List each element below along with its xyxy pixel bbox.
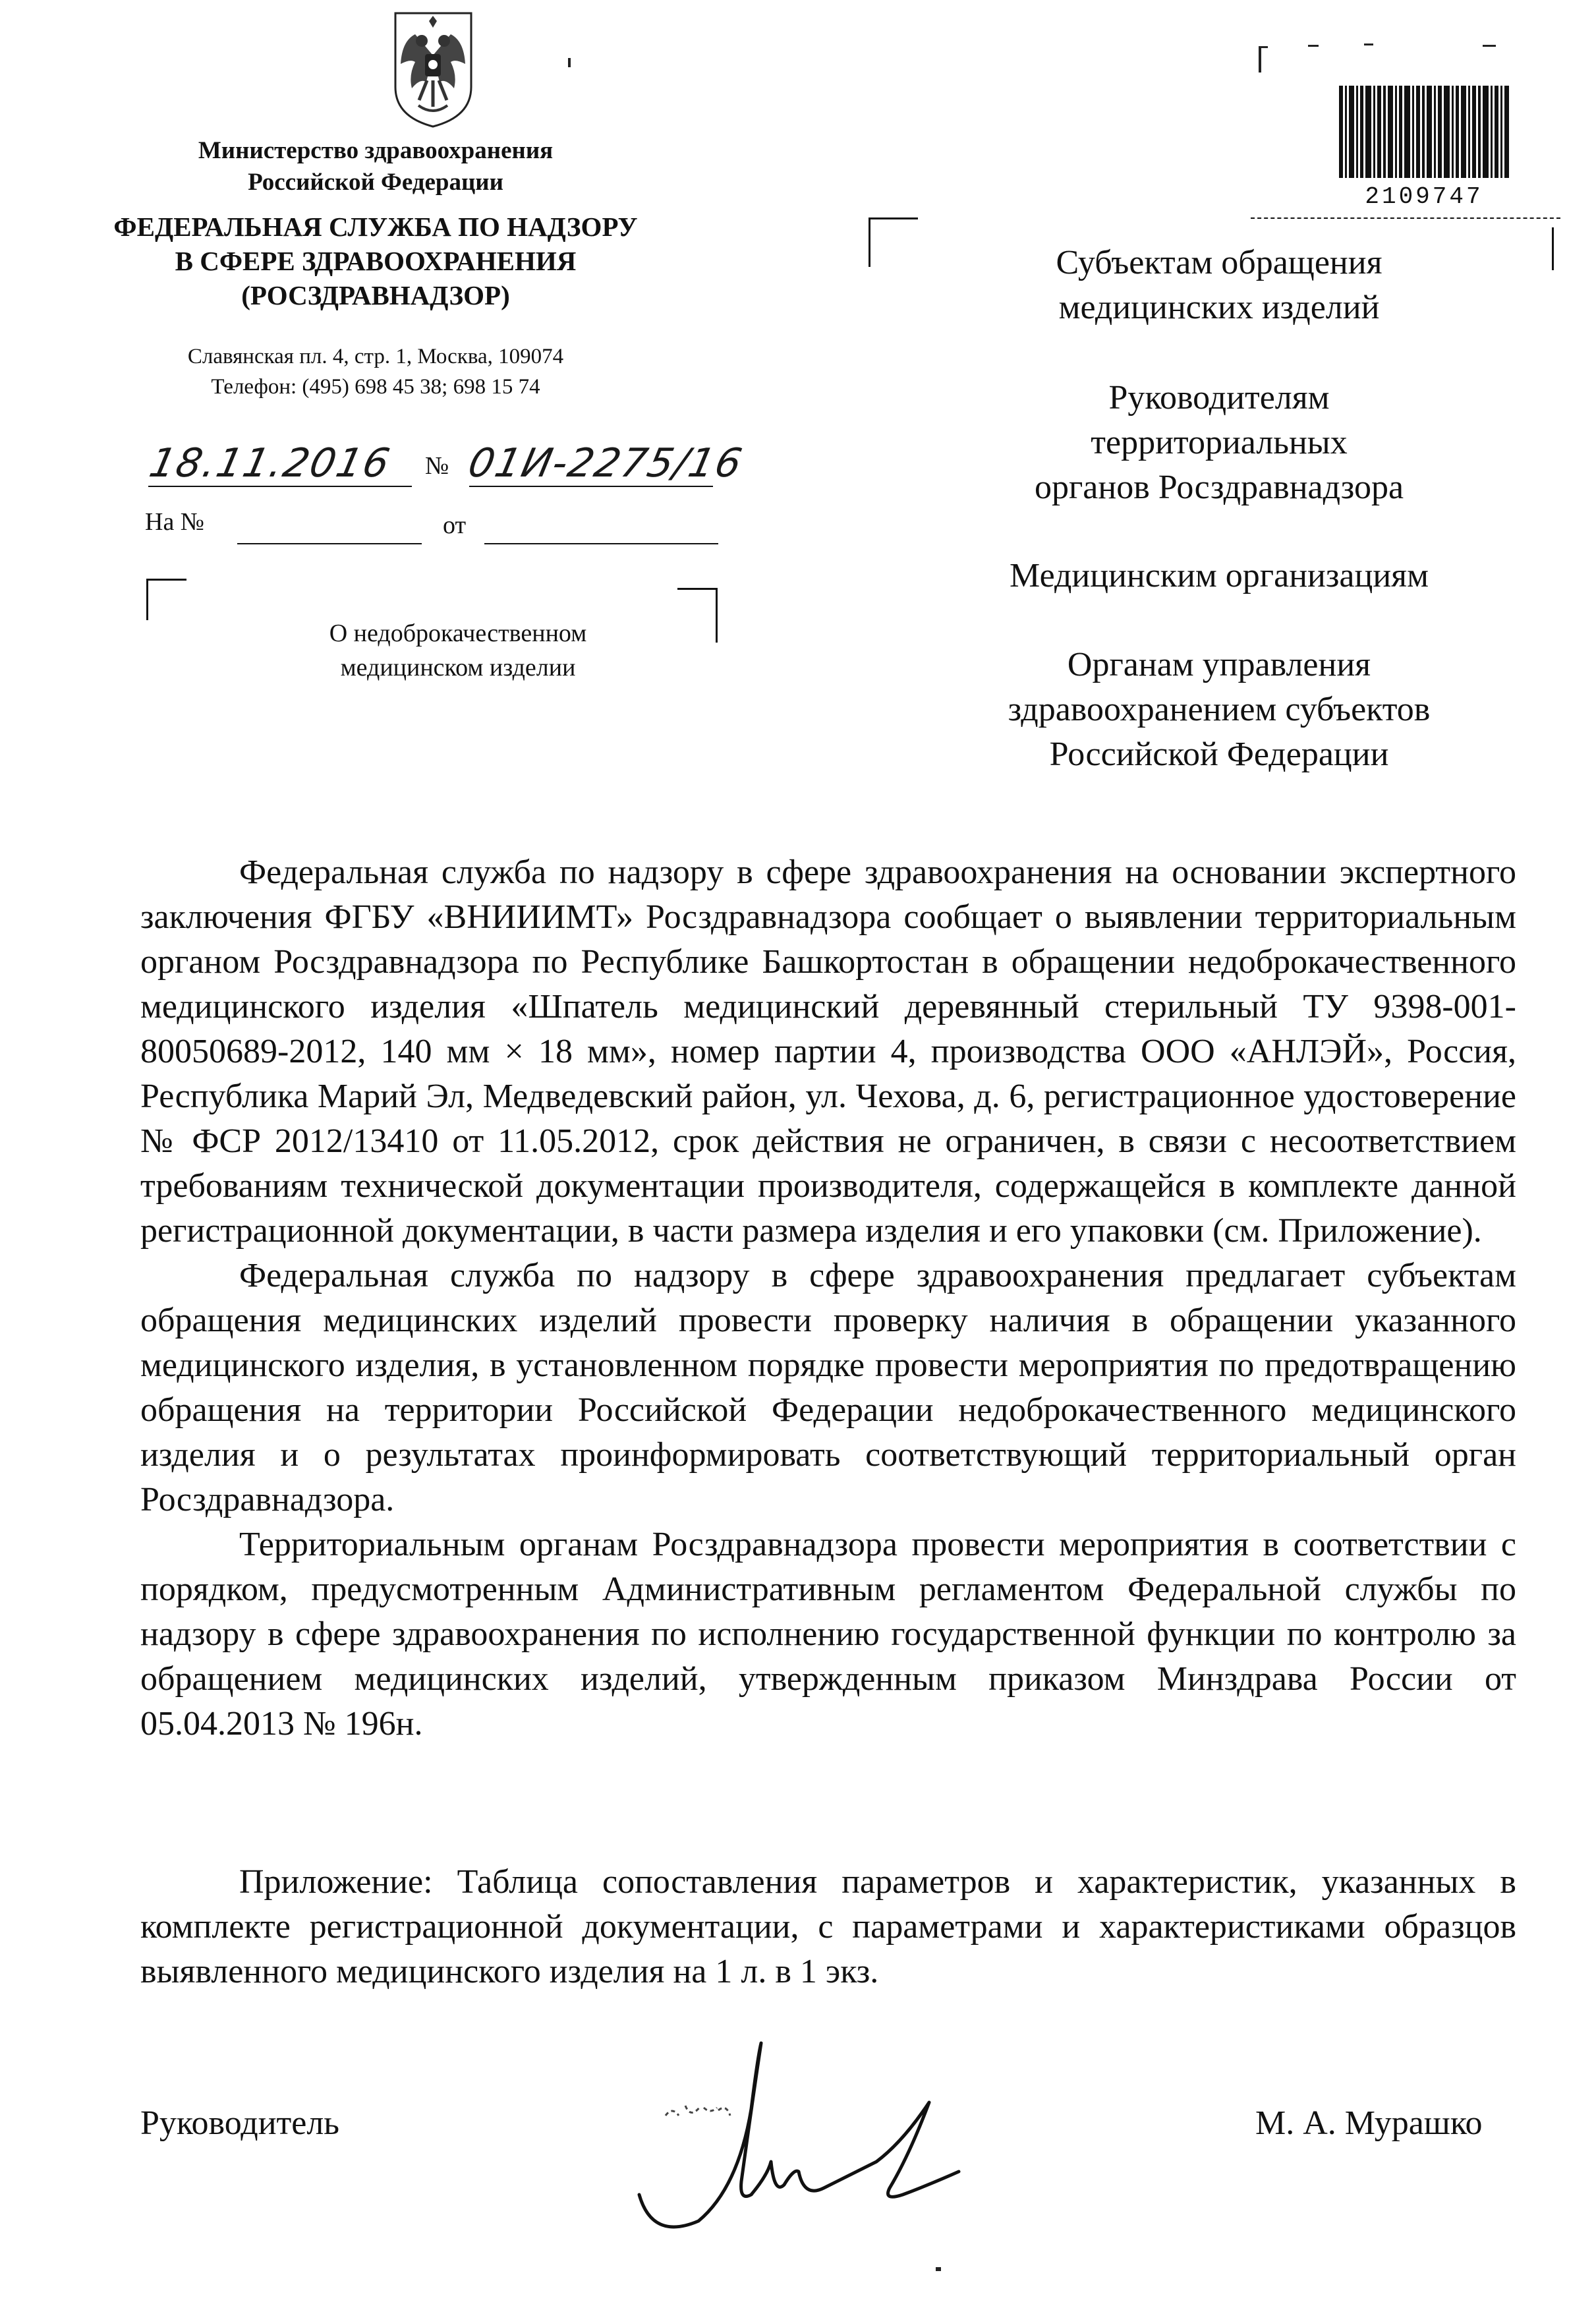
subject-bracket-left (146, 579, 186, 620)
recipient-2-line-2: территориальных (1091, 424, 1348, 461)
address-line: Славянская пл. 4, стр. 1, Москва, 109074 (187, 345, 564, 368)
recipient-1-line-2: медицинских изделий (1058, 289, 1380, 326)
recipient-4-line-2: здравоохранением субъектов (1008, 691, 1431, 728)
from-underline (484, 542, 718, 544)
recipient-4 (909, 643, 1529, 777)
service-address (125, 341, 626, 402)
service-line-2: В СФЕРЕ ЗДРАВООХРАНЕНИЯ (175, 246, 577, 276)
scan-mark (1259, 46, 1261, 72)
attachment-note (140, 1860, 1516, 1994)
ministry-line-2: Российской Федерации (248, 169, 503, 196)
recipient-4-line-1: Органам управления (1067, 646, 1371, 683)
body-paragraph-1: Федеральная служба по надзору в сфере здравоохранения на основании экспертного заключения ФГБУ «ВНИИИМТ» Росздравнадзора сообщает о выявлении территориальным органом Росздравнадзора по Республике Башкортостан в обращении недоброкачественного медицинского изделия «Шпатель медицинский деревянный стерильный ТУ 9398-001-80050689-2012, 140 мм × 18 мм», номер партии 4, производства ООО «АНЛЭЙ», Россия, Республика Марий Эл, Медведевский район, ул. Чехова, д. 6, регистрационное удостоверение № ФСР 2012/13410 от 11.05.2012, срок действия не ограничен, в связи с несоответствием требованиям технической документации производителя, содержащейся в комплекте данной регистрационной документации, в части размера изделия и его упаковки (см. Приложение). (140, 853, 1516, 1250)
body-paragraph-3: Территориальным органам Росздравнадзора провести мероприятия в соответствии с порядком, предусмотренным Административным регламентом Федеральной службы по надзору в сфере здравоохранения по исполнению государственной функции по контролю за обращением медицинских изделий, утвержденным приказом Минздрава России от 05.04.2013 № 196н. (140, 1526, 1516, 1743)
barcode-icon (1338, 86, 1510, 185)
scan-mark (1259, 46, 1268, 48)
body-paragraph-2: Федеральная служба по надзору в сфере здравоохранения предлагает субъектам обращения медицинских изделий провести проверку наличия в обращении указанного медицинского изделия, в установленном порядке провести мероприятия по предотвращению обращения на территории Российской Федерации недоброкачественного медицинского изделия и о результатах проинформировать соответствующий территориальный орган Росздравнадзора. (140, 1257, 1516, 1518)
recipient-2-line-3: органов Росздравнадзора (1034, 469, 1404, 506)
service-line-1: ФЕДЕРАЛЬНАЯ СЛУЖБА ПО НАДЗОРУ (113, 212, 638, 242)
recipient-3 (909, 554, 1529, 598)
barcode-number: 2109747 (1365, 183, 1483, 210)
subject-line-2: медицинском изделии (340, 654, 576, 681)
recipient-1 (909, 241, 1529, 330)
service-line-3: (РОСЗДРАВНАДЗОР) (241, 280, 510, 310)
ref-underline (237, 542, 422, 544)
recipient-2 (909, 376, 1529, 510)
scan-mark (1308, 45, 1319, 47)
from-label: от (443, 511, 467, 539)
recipient-2-line-1: Руководителям (1108, 379, 1330, 417)
letter-body (140, 850, 1516, 1746)
recipient-3-line-1: Медицинским организациям (1010, 557, 1429, 594)
subject-bracket-right (677, 588, 718, 643)
subject-line-1: О недоброкачественном (329, 620, 587, 647)
number-sign: № (425, 452, 449, 480)
attachment-paragraph: Приложение: Таблица сопоставления параметров и характеристик, указанных в комплекте регистрационной документации, с параметрами и характеристиками образцов выявленного медицинского изделия на 1 л. в 1 экз. (140, 1863, 1516, 1990)
ministry-line-1: Министерство здравоохранения (198, 137, 554, 164)
service-name (99, 210, 652, 312)
ministry-name (132, 135, 619, 198)
scan-mark (1364, 43, 1373, 45)
recipient-1-line-1: Субъектам обращения (1056, 244, 1382, 281)
signatory-name: М. А. Мурашко (1255, 2104, 1483, 2142)
outgoing-number: 01И-2275/16 (464, 440, 747, 486)
state-emblem-icon (389, 8, 478, 130)
recipient-4-line-3: Российской Федерации (1049, 736, 1389, 773)
signature-icon (626, 2030, 969, 2247)
letter-subject (264, 616, 652, 685)
barcode-divider (1251, 217, 1560, 219)
signatory-title: Руководитель (140, 2104, 339, 2142)
scan-mark (568, 58, 571, 67)
ref-label: На № (145, 508, 205, 536)
scan-mark (1483, 45, 1496, 47)
scan-mark (936, 2267, 941, 2271)
phone-line: Телефон: (495) 698 45 38; 698 15 74 (211, 375, 540, 399)
outgoing-date: 18.11.2016 (145, 440, 395, 486)
